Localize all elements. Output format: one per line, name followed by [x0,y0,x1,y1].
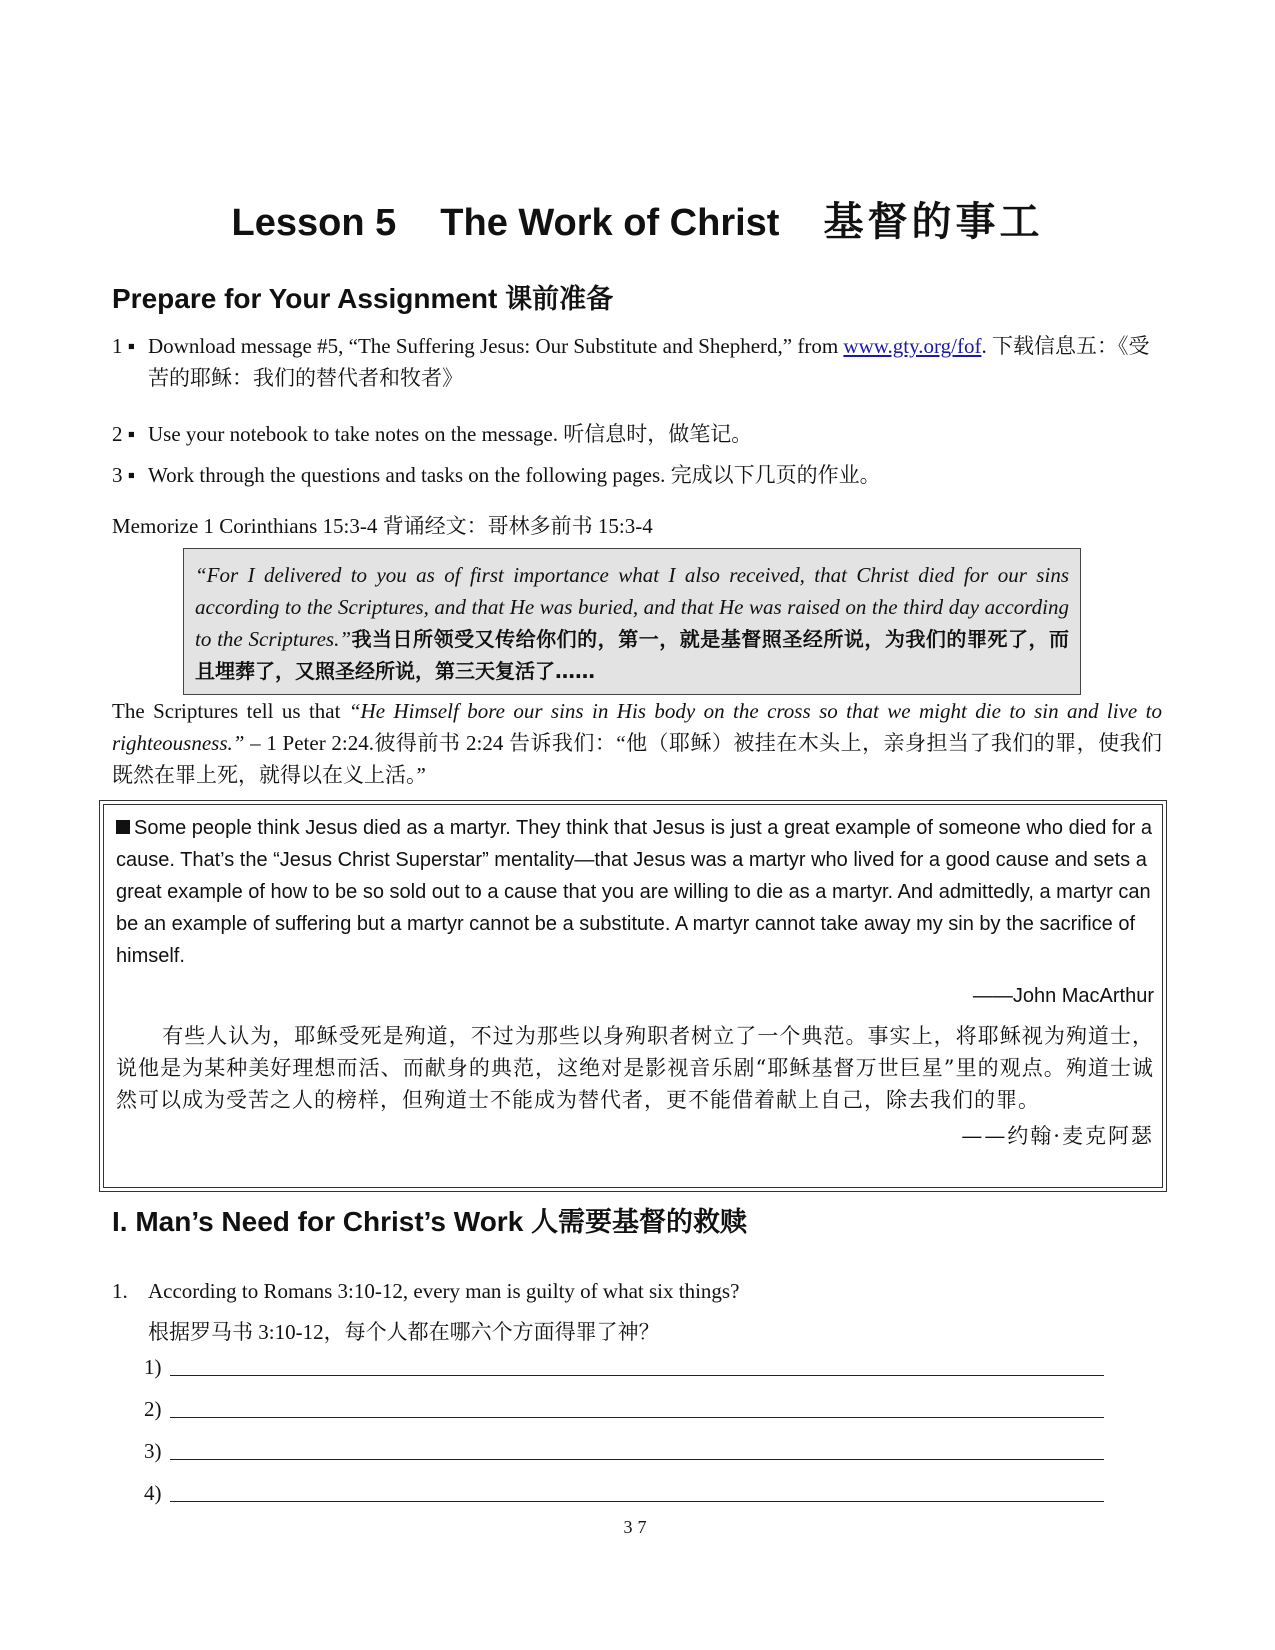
answer-label: 4) [144,1481,162,1505]
answer-line-4[interactable] [144,1472,1104,1508]
section-1-heading [112,1200,747,1239]
quote-attribution-en: ——John MacArthur [972,985,1154,1007]
prepare-heading-en: Prepare for Your Assignment [112,283,498,314]
scripture-reference: – 1 Peter 2:24. [244,731,374,755]
square-bullet-icon [116,820,130,834]
question-1-zh: 根据罗马书 3:10-12，每个人都在哪六个方面得罪了神？ [148,1320,660,1344]
prepare-heading-zh: 课前准备 [505,284,614,315]
answer-line-3[interactable] [144,1430,1104,1466]
prepare-heading [112,277,613,316]
step-number: 2 ▪ [112,422,136,446]
step-text: Use your notebook to take notes on the message. 听信息时，做笔记。 [148,422,753,446]
step-text: Work through the questions and tasks on the following pages. 完成以下几页的作业。 [148,463,881,487]
section-1-heading-zh: 人需要基督的救赎 [531,1207,748,1238]
answer-line-1[interactable] [144,1346,1104,1382]
answer-rule [170,1417,1104,1418]
lesson-title-zh: 基督的事工 [823,198,1044,245]
assignment-step-1 [112,330,1162,394]
step-text: Download message #5, “The Suffering Jesus: Our Substitute and Shepherd,” from [148,334,844,358]
page-title [0,190,1275,247]
memory-verse-en: “For I delivered to you as of first importance what I also received, that Christ died for our sins according to the Scriptures, and that He was buried, and that He was raised on the third day according to the Scriptures.” [195,563,1069,651]
answer-label: 1) [144,1355,162,1379]
quote-english [116,812,1154,972]
step-number: 1 ▪ [112,334,136,358]
quote-attribution-zh: ——约翰·麦克阿瑟 [961,1124,1154,1148]
quote-english-text: Some people think Jesus died as a martyr. They think that Jesus is just a great example of someone who died for a cause. That’s the “Jesus Christ Superstar” mentality—that Jesus was a martyr who lived for a good cause and sets a great example of how to be so sold out to a cause that you are willing to die as a martyr. And admittedly, a martyr can be an example of suffering but a martyr cannot be a substitute. A martyr cannot take away my sin by the sacrifice of himself. [116,817,1152,967]
question-number: 1. [112,1279,128,1303]
answer-rule [170,1459,1104,1460]
scripture-chinese: 彼得前书 2:24 告诉我们：“他（耶稣）被挂在木头上，亲身担当了我们的罪，使我们既然在罪上死，就得以在义上活。” [112,731,1163,787]
lesson-number: Lesson 5 [231,202,397,244]
answer-label: 2) [144,1397,162,1421]
question-1-en: According to Romans 3:10-12, every man is guilty of what six things? [148,1279,740,1303]
question-1 [112,1275,739,1307]
lesson-title-en: The Work of Christ [440,202,780,244]
download-link[interactable]: www.gty.org/fof [843,334,982,358]
memorize-instruction: Memorize 1 Corinthians 15:3-4 背诵经文：哥林多前书 15:3-4 [112,514,653,538]
step-number: 3 ▪ [112,463,136,487]
memory-verse-zh: 我当日所领受又传给你们的，第一，就是基督照圣经所说，为我们的罪死了，而且埋葬了，又照圣经所说，第三天复活了…… [195,627,1070,683]
answer-label: 3) [144,1439,162,1463]
macarthur-quote-box [99,800,1167,1192]
assignment-step-2 [112,418,1162,450]
answer-line-2[interactable] [144,1388,1104,1424]
assignment-step-3 [112,459,1162,491]
step-text-after-link: . 下载信息五：《受苦的耶稣：我们的替代者和牧者》 [148,334,1150,390]
quote-chinese: 有些人认为，耶稣受死是殉道，不过为那些以身殉职者树立了一个典范。事实上，将耶稣视为殉道士，说他是为某种美好理想而活、而献身的典范，这绝对是影视音乐剧“耶稣基督万世巨星”里的观点。殉道士诚然可以成为受苦之人的榜样，但殉道士不能成为替代者，更不能借着献上自己，除去我们的罪。 [116,1024,1154,1112]
scripture-lead: The Scriptures tell us that [112,699,349,723]
page-number: 37 [623,1517,652,1537]
memory-verse-box [183,548,1081,695]
scripture-paragraph [112,695,1162,791]
answer-rule [170,1501,1104,1502]
answer-rule [170,1375,1104,1376]
section-1-heading-en: I. Man’s Need for Christ’s Work [112,1206,524,1237]
scripture-quote: “He Himself bore our sins in His body on the cross so that we might die to sin and live to righteousness.” [112,699,1162,755]
